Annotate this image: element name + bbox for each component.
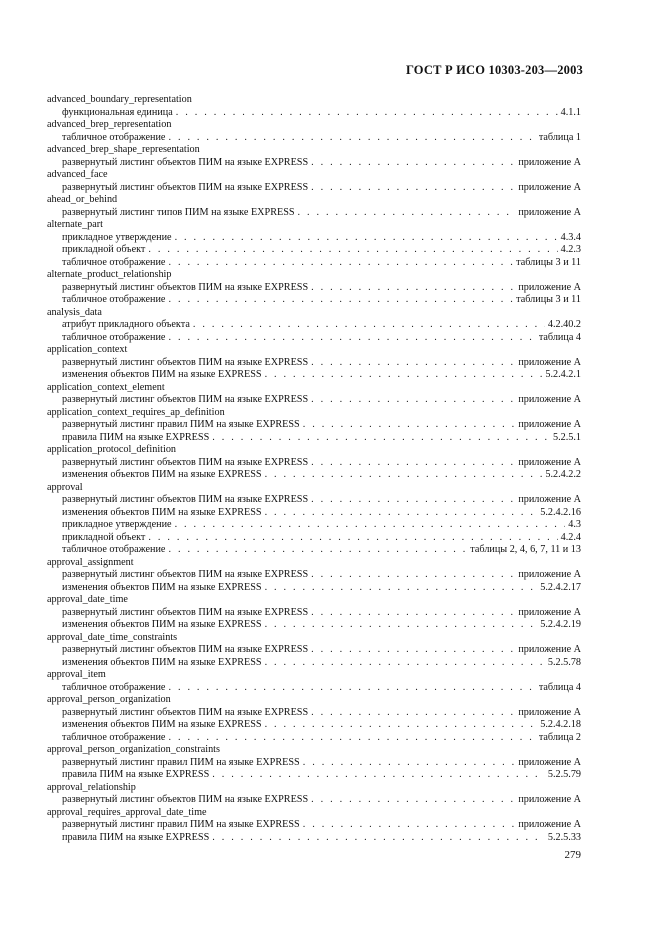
dot-leader xyxy=(311,457,515,470)
subentry-text: развернутый листинг объектов ПИМ на языке EXPRESS xyxy=(62,606,309,618)
subentry-reference: приложение А xyxy=(518,356,581,368)
index-subentry xyxy=(47,794,581,807)
subentry-reference: таблицы 2, 4, 6, 7, 11 и 13 xyxy=(470,544,581,555)
index-term: ahead_or_behind xyxy=(47,194,118,205)
subentry-text: прикладное утверждение xyxy=(62,519,172,530)
index-subentry xyxy=(47,232,581,245)
subentry-text: прикладной объект xyxy=(62,531,146,543)
index-term: approval_date_time xyxy=(47,594,128,605)
subentry-reference: приложение А xyxy=(518,494,581,505)
index-subentry xyxy=(47,207,581,220)
subentry-reference: 5.2.4.2.19 xyxy=(540,619,581,630)
dot-leader xyxy=(298,207,516,220)
subentry-reference: приложение А xyxy=(518,819,581,830)
subentry-reference: 4.3.4 xyxy=(560,231,581,243)
subentry-text: табличное отображение xyxy=(62,294,166,305)
subentry-text: изменения объектов ПИМ на языке EXPRESS xyxy=(62,469,262,480)
subentry-reference: приложение А xyxy=(518,281,581,293)
index-list xyxy=(47,94,581,844)
index-term: approval_item xyxy=(47,669,106,680)
dot-leader xyxy=(168,544,467,557)
dot-leader xyxy=(311,569,515,582)
dot-leader xyxy=(265,619,538,632)
dot-leader xyxy=(265,657,545,670)
subentry-reference: приложение А xyxy=(518,456,581,468)
index-term: application_context xyxy=(47,344,128,355)
dot-leader xyxy=(168,732,535,745)
subentry-reference: 4.2.4 xyxy=(560,531,581,543)
subentry-reference: таблица 2 xyxy=(538,731,581,743)
subentry-reference: таблицы 3 и 11 xyxy=(516,256,581,268)
subentry-text: табличное отображение xyxy=(62,544,166,555)
index-term: application_protocol_definition xyxy=(47,444,177,455)
index-subentry xyxy=(47,819,581,832)
index-term: approval_requires_approval_date_time xyxy=(47,806,207,818)
dot-leader xyxy=(175,232,558,245)
subentry-text: развернутый листинг объектов ПИМ на языке EXPRESS xyxy=(62,644,309,655)
subentry-text: развернутый листинг объектов ПИМ на языке EXPRESS xyxy=(62,569,309,580)
index-subentry xyxy=(47,732,581,745)
subentry-text: атрибут прикладного объекта xyxy=(62,319,190,330)
index-subentry xyxy=(47,294,581,307)
index-subentry xyxy=(47,432,581,445)
subentry-reference: 4.2.40.2 xyxy=(547,319,581,330)
index-subentry xyxy=(47,319,581,332)
subentry-reference: таблицы 3 и 11 xyxy=(516,294,581,305)
subentry-text: табличное отображение xyxy=(62,331,166,343)
subentry-reference: 5.2.4.2.18 xyxy=(540,719,581,730)
subentry-reference: 5.2.5.78 xyxy=(547,656,581,668)
subentry-text: правила ПИМ на языке EXPRESS xyxy=(62,431,210,443)
subentry-reference: 5.2.4.2.1 xyxy=(545,369,581,380)
dot-leader xyxy=(168,257,513,270)
index-term: approval_person_organization xyxy=(47,694,171,705)
subentry-reference: 4.1.1 xyxy=(560,106,581,118)
dot-leader xyxy=(168,682,535,695)
index-subentry xyxy=(47,494,581,507)
subentry-text: развернутый листинг объектов ПИМ на языке EXPRESS xyxy=(62,456,309,468)
index-term: approval xyxy=(47,481,83,493)
index-subentry xyxy=(47,707,581,720)
index-subentry xyxy=(47,757,581,770)
subentry-reference: 5.2.4.2.16 xyxy=(540,506,581,518)
subentry-text: изменения объектов ПИМ на языке EXPRESS xyxy=(62,581,262,593)
subentry-text: правила ПИМ на языке EXPRESS xyxy=(62,769,210,780)
subentry-reference: приложение А xyxy=(518,644,581,655)
dot-leader xyxy=(311,182,515,195)
index-term: approval_assignment xyxy=(47,556,134,568)
dot-leader xyxy=(311,157,515,170)
subentry-text: развернутый листинг объектов ПИМ на языке EXPRESS xyxy=(62,494,309,505)
subentry-text: правила ПИМ на языке EXPRESS xyxy=(62,831,210,843)
subentry-text: табличное отображение xyxy=(62,256,166,268)
dot-leader xyxy=(303,419,516,432)
dot-leader xyxy=(311,794,515,807)
dot-leader xyxy=(265,507,538,520)
subentry-text: изменения объектов ПИМ на языке EXPRESS xyxy=(62,369,262,380)
index-term: advanced_brep_shape_representation xyxy=(47,144,200,155)
dot-leader xyxy=(265,369,543,382)
subentry-text: развернутый листинг типов ПИМ на языке EXPRESS xyxy=(62,206,295,218)
subentry-reference: приложение А xyxy=(518,394,581,405)
subentry-reference: таблица 4 xyxy=(538,681,581,693)
subentry-reference: 4.3 xyxy=(568,519,581,530)
index-term: advanced_boundary_representation xyxy=(47,94,192,105)
index-subentry xyxy=(47,644,581,657)
index-subentry xyxy=(47,657,581,670)
subentry-reference: приложение А xyxy=(518,794,581,805)
dot-leader xyxy=(212,769,545,782)
dot-leader xyxy=(148,532,557,545)
index-term: application_context_element xyxy=(47,381,165,393)
index-term: approval_person_organization_constraints xyxy=(47,744,220,755)
dot-leader xyxy=(212,832,545,845)
index-subentry xyxy=(47,769,581,782)
index-subentry xyxy=(47,507,581,520)
subentry-reference: 5.2.5.33 xyxy=(547,831,581,843)
subentry-text: развернутый листинг объектов ПИМ на языке EXPRESS xyxy=(62,794,309,805)
subentry-text: развернутый листинг правил ПИМ на языке EXPRESS xyxy=(62,419,300,430)
index-subentry xyxy=(47,569,581,582)
subentry-text: табличное отображение xyxy=(62,681,166,693)
subentry-text: прикладное утверждение xyxy=(62,231,172,243)
subentry-text: развернутый листинг объектов ПИМ на языке EXPRESS xyxy=(62,156,309,168)
subentry-text: развернутый листинг объектов ПИМ на языке EXPRESS xyxy=(62,281,309,293)
dot-leader xyxy=(311,494,515,507)
subentry-text: развернутый листинг объектов ПИМ на языке EXPRESS xyxy=(62,394,309,405)
subentry-reference: приложение А xyxy=(518,206,581,218)
dot-leader xyxy=(303,819,516,832)
index-subentry xyxy=(47,132,581,145)
index-subentry xyxy=(47,619,581,632)
index-subentry xyxy=(47,682,581,695)
subentry-reference: приложение А xyxy=(518,706,581,718)
subentry-reference: таблица 1 xyxy=(538,131,581,143)
subentry-text: развернутый листинг объектов ПИМ на языке EXPRESS xyxy=(62,181,309,193)
subentry-reference: приложение А xyxy=(518,419,581,430)
index-subentry xyxy=(47,532,581,545)
index-subentry xyxy=(47,519,581,532)
index-subentry xyxy=(47,369,581,382)
subentry-reference: приложение А xyxy=(518,156,581,168)
subentry-reference: приложение А xyxy=(518,756,581,768)
subentry-reference: 5.2.4.2.2 xyxy=(545,469,581,480)
subentry-reference: 5.2.4.2.17 xyxy=(540,581,581,593)
index-subentry xyxy=(47,357,581,370)
index-subentry xyxy=(47,719,581,732)
dot-leader xyxy=(175,519,566,532)
subentry-reference: приложение А xyxy=(518,569,581,580)
index-subentry xyxy=(47,419,581,432)
dot-leader xyxy=(168,294,513,307)
dot-leader xyxy=(168,132,535,145)
subentry-text: изменения объектов ПИМ на языке EXPRESS xyxy=(62,656,262,668)
page-number: 279 xyxy=(564,849,581,861)
dot-leader xyxy=(303,757,516,770)
subentry-text: развернутый листинг объектов ПИМ на языке EXPRESS xyxy=(62,706,309,718)
dot-leader xyxy=(311,394,515,407)
index-term: approval_relationship xyxy=(47,781,136,793)
dot-leader xyxy=(176,107,558,120)
dot-leader xyxy=(311,707,515,720)
subentry-text: изменения объектов ПИМ на языке EXPRESS xyxy=(62,619,262,630)
subentry-text: прикладной объект xyxy=(62,244,146,255)
subentry-text: изменения объектов ПИМ на языке EXPRESS xyxy=(62,506,262,518)
index-subentry xyxy=(47,394,581,407)
document-header: ГОСТ Р ИСО 10303-203—2003 xyxy=(405,63,583,77)
index-subentry xyxy=(47,244,581,257)
index-term: analysis_data xyxy=(47,306,102,318)
index-subentry xyxy=(47,107,581,120)
dot-leader xyxy=(148,244,557,257)
subentry-text: развернутый листинг объектов ПИМ на языке EXPRESS xyxy=(62,356,309,368)
dot-leader xyxy=(311,607,515,620)
index-subentry xyxy=(47,582,581,595)
index-term: advanced_face xyxy=(47,169,108,180)
subentry-reference: приложение А xyxy=(518,181,581,193)
index-subentry xyxy=(47,469,581,482)
index-subentry xyxy=(47,282,581,295)
dot-leader xyxy=(311,357,515,370)
dot-leader xyxy=(212,432,550,445)
dot-leader xyxy=(265,582,538,595)
subentry-reference: 4.2.3 xyxy=(560,244,581,255)
index-term: advanced_brep_representation xyxy=(47,119,172,130)
subentry-text: развернутый листинг правил ПИМ на языке EXPRESS xyxy=(62,819,300,830)
dot-leader xyxy=(311,644,515,657)
dot-leader xyxy=(311,282,515,295)
index-subentry xyxy=(47,607,581,620)
dot-leader xyxy=(168,332,535,345)
dot-leader xyxy=(265,469,543,482)
subentry-reference: 5.2.5.79 xyxy=(547,769,581,780)
subentry-text: функциональная единица xyxy=(62,106,173,118)
index-term: application_context_requires_ap_definition xyxy=(47,406,225,418)
subentry-reference: приложение А xyxy=(518,606,581,618)
index-subentry xyxy=(47,832,581,845)
index-term: approval_date_time_constraints xyxy=(47,631,178,643)
index-subentry xyxy=(47,182,581,195)
subentry-text: табличное отображение xyxy=(62,131,166,143)
index-subentry xyxy=(47,157,581,170)
index-subentry xyxy=(47,457,581,470)
dot-leader xyxy=(265,719,538,732)
index-term: alternate_part xyxy=(47,219,103,230)
index-term: alternate_product_relationship xyxy=(47,269,172,280)
index-subentry xyxy=(47,332,581,345)
subentry-text: развернутый листинг правил ПИМ на языке EXPRESS xyxy=(62,756,300,768)
index-subentry xyxy=(47,257,581,270)
subentry-reference: 5.2.5.1 xyxy=(552,431,581,443)
subentry-reference: таблица 4 xyxy=(538,331,581,343)
dot-leader xyxy=(193,319,545,332)
subentry-text: изменения объектов ПИМ на языке EXPRESS xyxy=(62,719,262,730)
index-subentry xyxy=(47,544,581,557)
subentry-text: табличное отображение xyxy=(62,731,166,743)
